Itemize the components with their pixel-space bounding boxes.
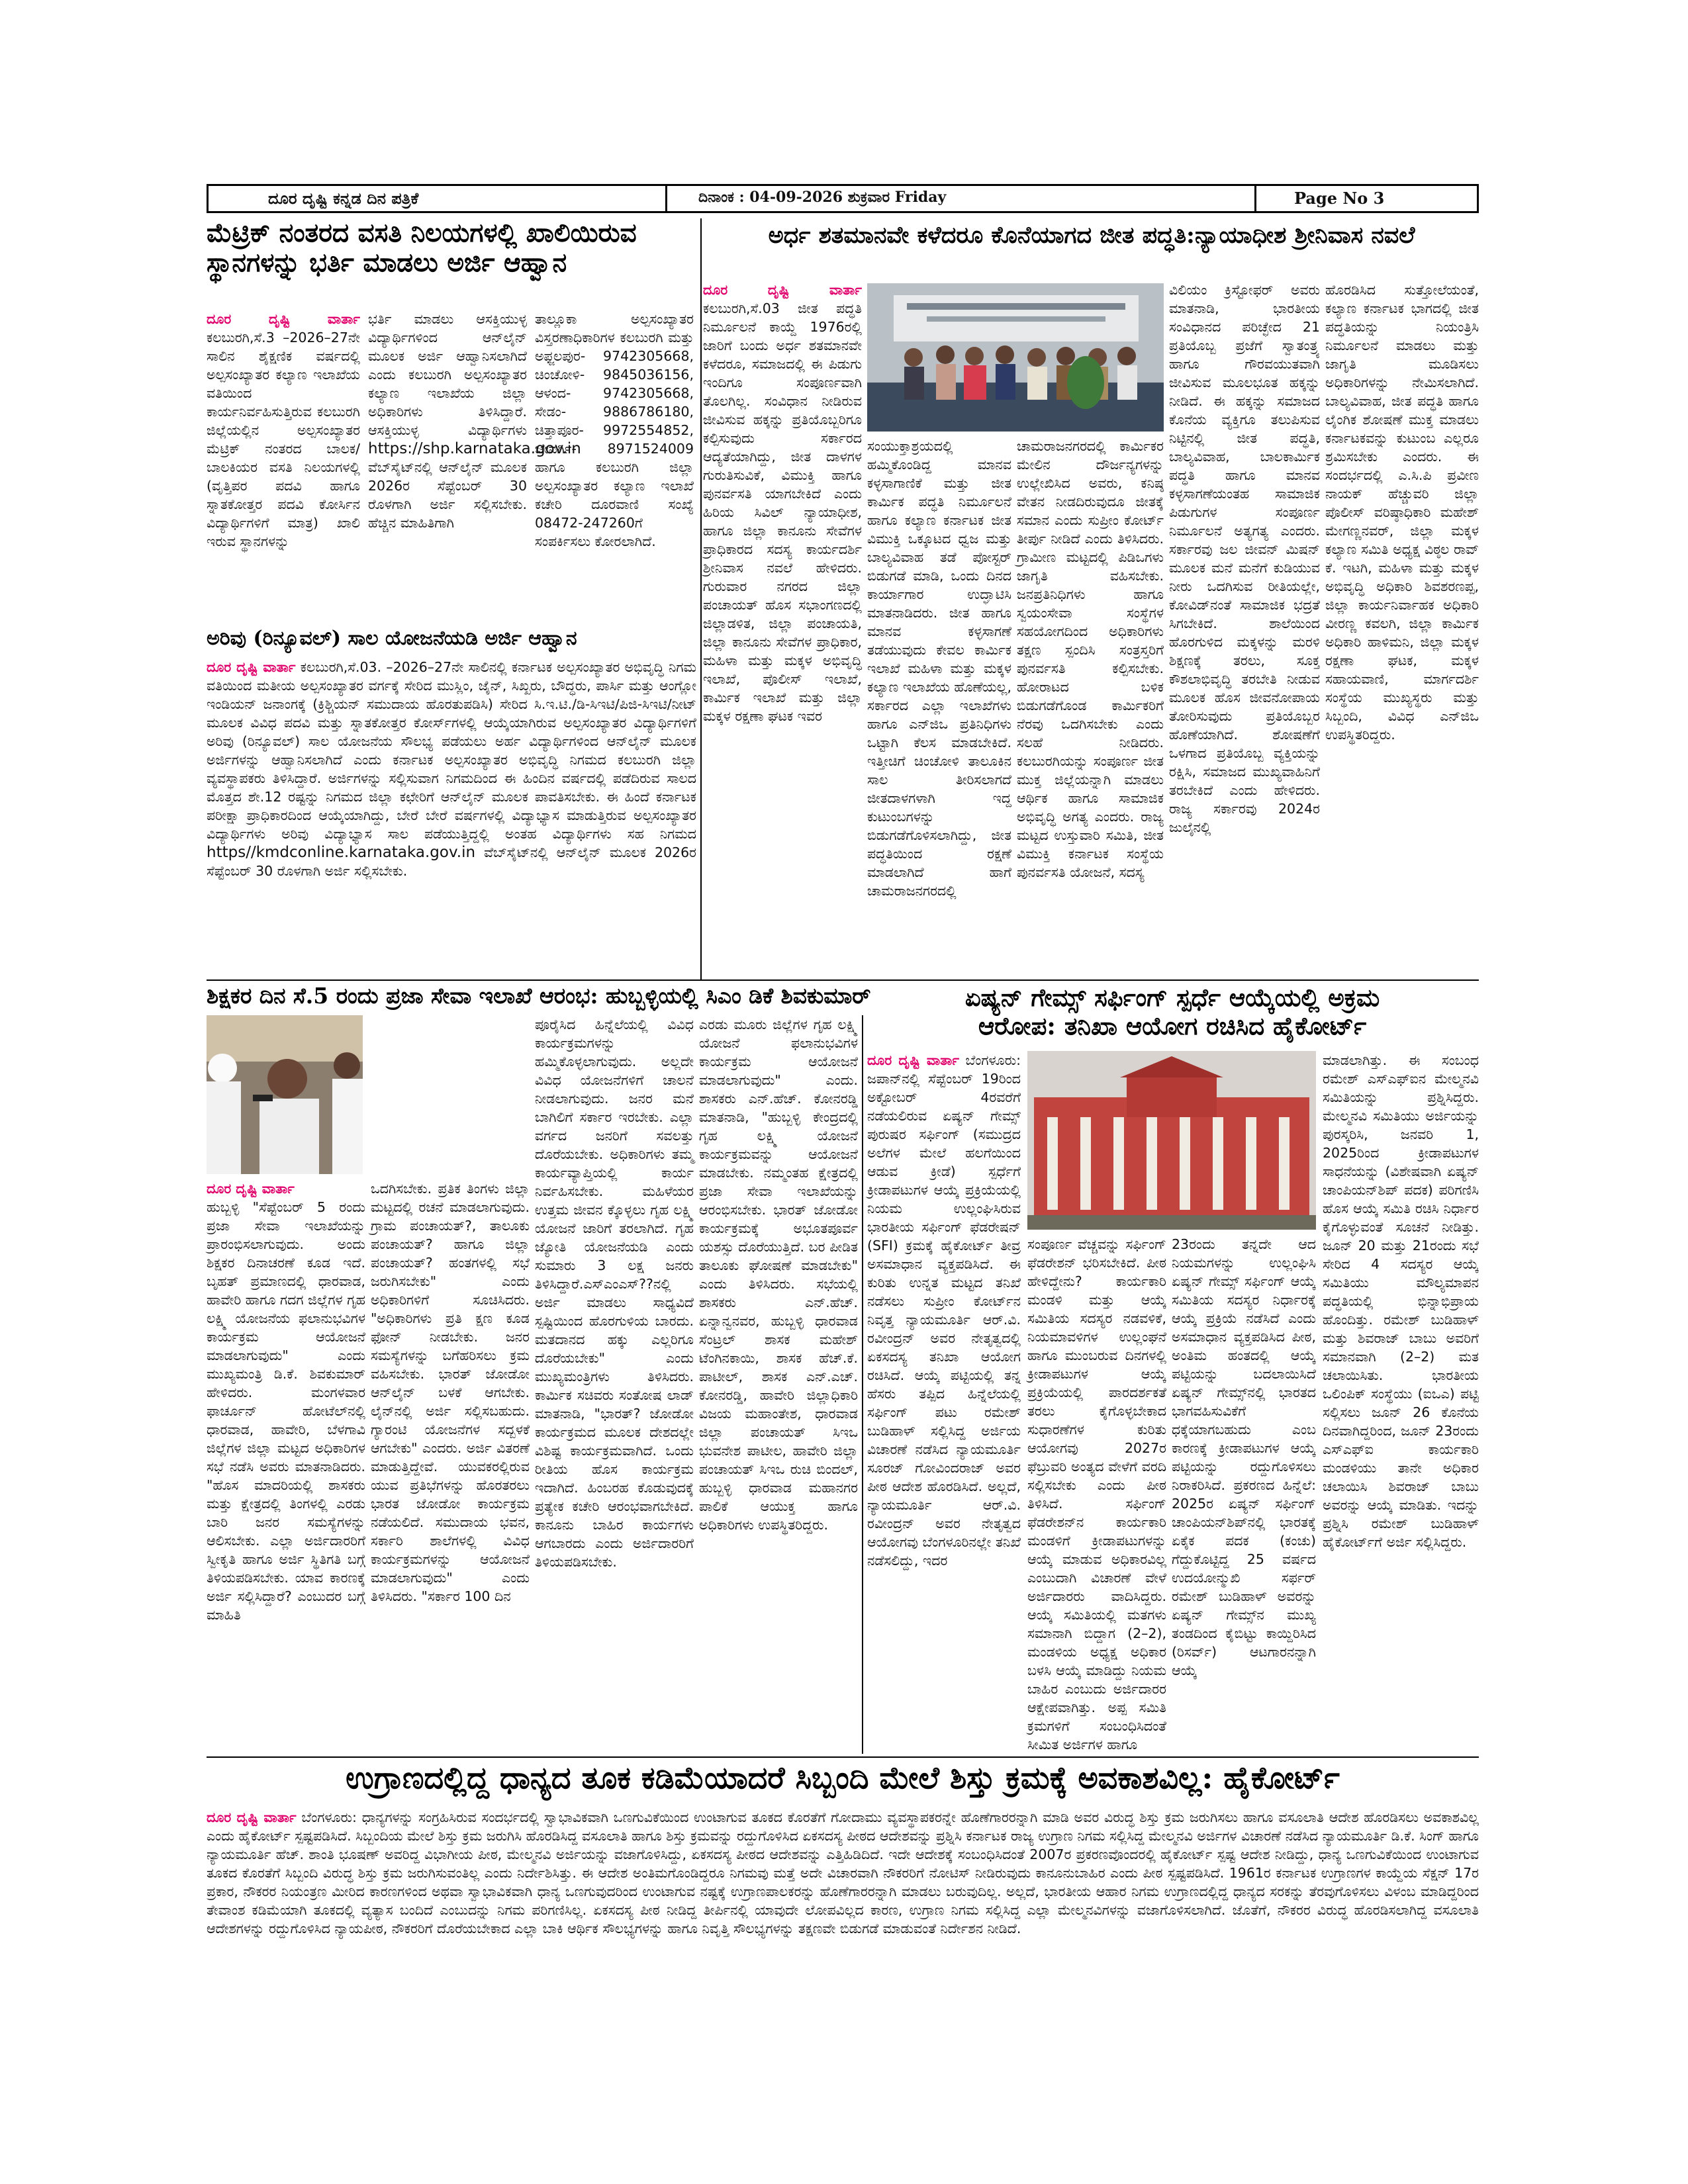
byline: ದೂರ ದೃಷ್ಟಿ ವಾರ್ತಾ <box>867 1052 959 1068</box>
story3-text: ಹೊರಡಿಸಿದ ಸುತ್ತೋಲೆಯಂತೆ, ಕಲ್ಯಾಣ ಕರ್ನಾಟಕ ಭಾಗದಲ್ಲಿ ಜೀತ ಪದ್ಧತಿಯನ್ನು ನಿಯಂತ್ರಿಸಿ ನಿರ್ಮೂಲನೆ ಮಾಡಲು ಮತ್ತು ಜಾಗೃತಿ ಮೂಡಿಸಲು ಅಧಿಕಾರಿಗಳನ್ನು ನೇಮಿಸಲಾಗಿದೆ. ಬಾಲ್ಯವಿವಾಹ, ಜೀತ ಪದ್ಧತಿ ಹಾಗೂ ಲೈಂಗಿಕ ಶೋಷಣೆ ಮುಕ್ತ ಮಾಡಲು ಕರ್ನಾಟಕವನ್ನು ಕುಟುಂಬ ಎಲ್ಲರೂ ಶ್ರಮಿಸಬೇಕು ಎಂದರು. ಈ ಸಂದರ್ಭದಲ್ಲಿ ಎ.ಸಿ.ಪಿ ಪ್ರವೀಣ ನಾಯಕ್ ಹೆಚ್ಚುವರಿ ಜಿಲ್ಲಾ ಪೊಲೀಸ್ ವರಿಷ್ಠಾಧಿಕಾರಿ ಮಹೇಶ್ ಮೇಗಣ್ಣನವರ್, ಜಿಲ್ಲಾ ಮಕ್ಕಳ ಕಲ್ಯಾಣ ಸಮಿತಿ ಅಧ್ಯಕ್ಷ ವಿಠ್ಠಲ ರಾವ್ ಕೆ. ಇಟಗಿ, ಮಹಿಳಾ ಮತ್ತು ಮಕ್ಕಳ ಅಭಿವೃದ್ಧಿ ಅಧಿಕಾರಿ ಶಿವಶರಣಪ್ಪ, ಜಿಲ್ಲಾ ಕಾರ್ಯನಿರ್ವಾಹಕ ಅಧಿಕಾರಿ ವೀರಣ್ಣ ಕವಲಗಿ, ಜಿಲ್ಲಾ ಕಾರ್ಮಿಕ ಅಧಿಕಾರಿ ಹಾಳಿಮನಿ, ಜಿಲ್ಲಾ ಮಕ್ಕಳ ರಕ್ಷಣಾ ಘಟಕ, ಮಕ್ಕಳ ಸಹಾಯವಾಣಿ, ಮಾರ್ಗದರ್ಶಿ ಸಂಸ್ಥೆಯ ಮುಖ್ಯಸ್ಥರು ಮತ್ತು ಸಿಬ್ಬಂದಿ, ವಿವಿಧ ಎನ್‌ಜಿಒ ಉಪಸ್ಥಿತರಿದ್ದರು. <box>1325 282 1479 743</box>
story5-text: ಸಂಪೂರ್ಣ ವೆಚ್ಚವನ್ನು ಸರ್ಫಿಂಗ್ ಫೆಡರೇಶನ್ ಭರಿಸಬೇಕಿದೆ. ಪೀಠ ಹೇಳಿದ್ದೇನು? ಕಾರ್ಯಕಾರಿ ಮಂಡಳಿ ಮತ್ತು ಆಯ್ಕೆ ಸಮಿತಿಯ ಸದಸ್ಯರ ನಡವಳಿಕೆ, ನಿಯಮಾವಳಿಗಳ ಉಲ್ಲಂಘನೆ ಹಾಗೂ ಮುಂಬರುವ ದಿನಗಳಲ್ಲಿ ಕ್ರೀಡಾಪಟುಗಳ ಆಯ್ಕೆ ಪ್ರಕ್ರಿಯೆಯಲ್ಲಿ ಪಾರದರ್ಶಕತೆ ತರಲು ಕೈಗೊಳ್ಳಬೇಕಾದ ಸುಧಾರಣೆಗಳ ಕುರಿತು ಆಯೋಗವು 2027ರ ಫೆಬ್ರುವರಿ ಅಂತ್ಯದ ವೇಳೆಗೆ ವರದಿ ಸಲ್ಲಿಸಬೇಕು ಎಂದು ಪೀಠ ತಿಳಿಸಿದೆ. ಸರ್ಫಿಂಗ್ ಫೆಡರೇಶನ್‌ನ ಕಾರ್ಯಕಾರಿ ಮಂಡಳಿಗೆ ಕ್ರೀಡಾಪಟುಗಳನ್ನು ಆಯ್ಕೆ ಮಾಡುವ ಅಧಿಕಾರವಿಲ್ಲ ಎಂಬುದಾಗಿ ವಿಚಾರಣೆ ವೇಳೆ ಅರ್ಜಿದಾರರು ವಾದಿಸಿದ್ದರು. ಆಯ್ಕೆ ಸಮಿತಿಯಲ್ಲಿ ಮತಗಳು ಸಮಾನಾಗಿ ಬಿದ್ದಾಗ (2–2), ಮಂಡಳಿಯ ಅಧ್ಯಕ್ಷ ಅಧಿಕಾರ ಬಳಸಿ ಆಯ್ಕೆ ಮಾಡಿದ್ದು ನಿಯಮ ಬಾಹಿರ ಎಂಬುದು ಅರ್ಜಿದಾರರ ಆಕ್ಷೇಪವಾಗಿತ್ತು. ಅಪ್ಪ ಸಮಿತಿ ಕ್ರಮಗಳಿಗೆ ಸಂಬಂಧಿಸಿದಂತೆ ಸೀಮಿತ ಅರ್ಜಿಗಳ ಹಾಗೂ <box>1027 1236 1166 1752</box>
story4-text: ಪೂರೈಸಿದ ಹಿನ್ನೆಲೆಯಲ್ಲಿ ವಿವಿಧ ಕಾರ್ಯಕ್ರಮಗಳನ್ನು ಹಮ್ಮಿಕೊಳ್ಳಲಾಗುವುದು. ಅಲ್ಲದೇ ವಿವಿಧ ಯೋಜನೆಗಳಿಗೆ ಚಾಲನೆ ನೀಡಲಾಗುವುದು. ಜನರ ಮನೆ ಬಾಗಿಲಿಗೆ ಸರ್ಕಾರ ಇರಬೇಕು. ಎಲ್ಲಾ ವರ್ಗದ ಜನರಿಗೆ ಸವಲತ್ತು ದೊರೆಯಬೇಕು. ಅಧಿಕಾರಿಗಳು ತಮ್ಮ ಕಾರ್ಯವ್ಯಾಪ್ತಿಯಲ್ಲಿ ಕಾರ್ಯ ನಿರ್ವಹಿಸಬೇಕು. ಮಹಿಳೆಯರ ಉತ್ತಮ ಜೀವನ ಕ್ಕೊಳ್ಳಲು ಗೃಹ ಲಕ್ಷ್ಮಿ ಯೋಜನೆ ಜಾರಿಗೆ ತರಲಾಗಿದೆ. ಗೃಹ ಜ್ಯೋತಿ ಯೋಜನೆಯಡಿ ಎಂದು ಸುಮಾರು 3 ಲಕ್ಷ ಜನರು ತಿಳಿಸಿದ್ದಾರೆ.ಎಸ್ಎಂಎಸ್??ನಲ್ಲಿ ಅರ್ಜಿ ಮಾಡಲು ಸಾಧ್ಯವಿದೆ ಸ್ಪಷ್ಟಿಯಿಂದ ಹೊರಗುಳಿಯ ಬಾರದು. ಮತದಾನದ ಹಕ್ಕು ಎಲ್ಲರಿಗೂ ದೊರೆಯಬೇಕು" ಎಂದು ಮುಖ್ಯಮಂತ್ರಿಗಳು ತಿಳಿಸಿದರು. ಕಾರ್ಮಿಕ ಸಚಿವರು ಸಂತೋಷ ಲಾಡ್ ಮಾತನಾಡಿ, "ಭಾರತ್? ಜೋಡೋ ಕಾರ್ಯಕ್ರಮದ ಮೂಲಕ ದೇಶದಲ್ಲೇ ವಿಶಿಷ್ಟ ಕಾರ್ಯಕ್ರಮವಾಗಿದೆ. ಒಂದು ರೀತಿಯ ಹೊಸ ಕಾರ್ಯಕ್ರಮ ಇದಾಗಿದೆ. ಹಿಂಬರಹ ಕೊಡುವುದಕ್ಕೆ ಪ್ರತ್ಯೇಕ ಕಚೇರಿ ಆರಂಭವಾಗಬೇಕಿದೆ. ಕಾನೂನು ಬಾಹಿರ ಕಾರ್ಯಗಳು ಆಗಬಾರದು ಎಂದು ಅರ್ಜಿದಾರರಿಗೆ ತಿಳಿಯಪಡಿಸಬೇಕು. <box>535 1017 694 1570</box>
story3-column-3 <box>1017 437 1164 976</box>
story3-text: ಚಾಮರಾಜನಗರದಲ್ಲಿ ಕಾರ್ಮಿಕರ ಮೇಲಿನ ದೌರ್ಜನ್ಯಗಳನ್ನು ಉಲ್ಲೇಖಿಸಿದ ಅವರು, ಕನಿಷ್ಠ ವೇತನ ನೀಡದಿರುವುದೂ ಜೀತಕ್ಕೆ ಸಮಾನ ಎಂದು ಸುಪ್ರೀಂ ಕೋರ್ಟ್ ತೀರ್ಪು ನೀಡಿದೆ ಎಂದು ತಿಳಿಸಿದರು. ಗ್ರಾಮೀಣ ಮಟ್ಟದಲ್ಲಿ ಪಿಡಿಒಗಳು ಜಾಗೃತಿ ವಹಿಸಬೇಕು. ಜನಪ್ರತಿನಿಧಿಗಳು ಹಾಗೂ ಸ್ವಯಂಸೇವಾ ಸಂಸ್ಥೆಗಳ ಸಹಯೋಗದಿಂದ ಅಧಿಕಾರಿಗಳು ತಕ್ಷಣ ಸ್ಪಂದಿಸಿ ಸಂತ್ರಸ್ತರಿಗೆ ಪುನರ್ವಸತಿ ಕಲ್ಪಿಸಬೇಕು. ಹೋರಾಟದ ಬಳಿಕ ಬಿಡುಗಡೆಗೊಂಡ ಕಾರ್ಮಿಕರಿಗೆ ನೆರವು ಒದಗಿಸಬೇಕು ಎಂದು ಸಲಹೆ ನೀಡಿದರು. ಕಲಬುರಗಿಯನ್ನು ಸಂಪೂರ್ಣ ಜೀತ ಮುಕ್ತ ಜಿಲ್ಲೆಯನ್ನಾಗಿ ಮಾಡಲು ಆರ್ಥಿಕ ಹಾಗೂ ಸಾಮಾಜಿಕ ಅಭಿವೃದ್ಧಿ ಅಗತ್ಯ ಎಂದರು. ರಾಜ್ಯ ಮಟ್ಟದ ಉಸ್ತುವಾರಿ ಸಮಿತಿ, ಜೀತ ವಿಮುಕ್ತಿ ಕರ್ನಾಟಕ ಸಂಸ್ಥೆಯ ಪುನರ್ವಸತಿ ಯೋಜನೆ, ಸದಸ್ಯ <box>1017 438 1164 880</box>
story2-headline: ಅರಿವು (ರಿನ್ಯೂವಲ್) ಸಾಲ ಯೋಜನೆಯಡಿ ಅರ್ಜಿ ಆಹ್ವಾನ <box>207 627 577 650</box>
story1-website-link[interactable]: https://shp.karnataka.gov.in <box>368 440 581 457</box>
high-court-photo <box>1027 1051 1316 1230</box>
story1-column-1 <box>207 310 360 626</box>
story2-text: ವೆಬ್‌ಸೈಟ್‌ನಲ್ಲಿ ಆನ್‌ಲೈನ್ ಮೂಲಕ 2026ರ ಸೆಪ್ಟೆಂಬರ್ 30 ರೊಳಗಾಗಿ ಅರ್ಜಿ ಸಲ್ಲಿಸಬೇಕು. <box>207 844 696 879</box>
story4-text: ಹುಬ್ಬಳ್ಳಿ "ಸೆಪ್ಟೆಂಬರ್ 5 ರಂದು ಪ್ರಜಾ ಸೇವಾ ಇಲಾಖೆಯನ್ನು ಪ್ರಾರಂಭಿಸಲಾಗುವುದು. ಅಂದು ಶಿಕ್ಷಕರ ದಿನಾಚರಣೆ ಕೂಡ ಇದೆ. ಬೃಹತ್ ಪ್ರಮಾಣದಲ್ಲಿ ಧಾರವಾಡ, ಹಾವೇರಿ ಹಾಗೂ ಗದಗ ಜಿಲ್ಲೆಗಳ ಗೃಹ ಲಕ್ಷ್ಮಿ ಯೋಜನೆಯ ಫಲಾನುಭವಿಗಳ ಕಾರ್ಯಕ್ರಮ ಆಯೋಜನೆ ಮಾಡಲಾಗುವುದು" ಎಂದು ಮುಖ್ಯಮಂತ್ರಿ ಡಿ.ಕೆ. ಶಿವಕುಮಾರ್ ಹೇಳಿದರು. ಮಂಗಳವಾರ ಫಾರ್ಚೂನ್ ಹೋಟೆಲ್‌ನಲ್ಲಿ ಧಾರವಾಡ, ಹಾವೇರಿ, ಬೆಳಗಾವಿ ಜಿಲ್ಲೆಗಳ ಜಿಲ್ಲಾ ಮಟ್ಟದ ಅಧಿಕಾರಿಗಳ ಸಭೆ ನಡೆಸಿ ಅವರು ಮಾತನಾಡಿದರು. "ಹೊಸ ಮಾದರಿಯಲ್ಲಿ ಶಾಸಕರು ಮತ್ತು ಕ್ಷೇತ್ರದಲ್ಲಿ ತಿಂಗಳಲ್ಲಿ ಎರಡು ಬಾರಿ ಜನರ ಸಮಸ್ಯೆಗಳನ್ನು ಆಲಿಸಬೇಕು. ಎಲ್ಲಾ ಅರ್ಜಿದಾರರಿಗೆ ಸ್ವೀಕೃತಿ ಹಾಗೂ ಅರ್ಜಿ ಸ್ಥಿತಿಗತಿ ಬಗ್ಗೆ ತಿಳಿಯಪಡಿಸಬೇಕು. ಯಾವ ಕಾರಣಕ್ಕೆ ಅರ್ಜಿ ಸಲ್ಲಿಸಿದ್ದಾರೆ? ಎಂಬುದರ ಬಗ್ಗೆ ಮಾಹಿತಿ <box>207 1199 365 1623</box>
story4-column-4 <box>699 1015 858 1754</box>
story3-text: ಸಂಯುಕ್ತಾಶ್ರಯದಲ್ಲಿ ಹಮ್ಮಿಕೊಂಡಿದ್ದ ಮಾನವ ಕಳ್ಳಸಾಗಾಣಿಕೆ ಮತ್ತು ಜೀತ ಕಾರ್ಮಿಕ ಪದ್ಧತಿ ನಿರ್ಮೂಲನೆ ಹಾಗೂ ಕಲ್ಯಾಣ ಕರ್ನಾಟಕ ಜೀತ ವಿಮುಕ್ತಿ ಒಕ್ಕೂಟದ ಧ್ವಜ ಮತ್ತು ಬಾಲ್ಯವಿವಾಹ ತಡೆ ಪೋಸ್ಟರ್ ಬಿಡುಗಡೆ ಮಾಡಿ, ಒಂದು ದಿನದ ಕಾರ್ಯಾಗಾರ ಉದ್ಘಾಟಿಸಿ ಮಾತನಾಡಿದರು. ಜೀತ ಹಾಗೂ ಮಾನವ ಕಳ್ಳಸಾಗಣೆ ತಡೆಯುವುದು ಕೇವಲ ಕಾರ್ಮಿಕ ಇಲಾಖೆ ಮಹಿಳಾ ಮತ್ತು ಮಕ್ಕಳ ಕಲ್ಯಾಣ ಇಲಾಖೆಯ ಹೊಣೆಯಲ್ಲ, ಸರ್ಕಾರದ ಎಲ್ಲಾ ಇಲಾಖೆಗಳು ಹಾಗೂ ಎನ್‌ಜಿಒ ಪ್ರತಿನಿಧಿಗಳು ಒಟ್ಟಾಗಿ ಕೆಲಸ ಮಾಡಬೇಕಿದೆ. ಇತ್ತೀಚಿಗೆ ಚಿಂಚೋಳಿ ತಾಲೂಕಿನ ಸಾಲ ತೀರಿಸಲಾಗದೆ ಜೀತದಾಳಗಳಾಗಿ ಇದ್ದ ಕುಟುಂಬಗಳನ್ನು ಬಿಡುಗಡೆಗೊಳಿಸಲಾಗಿದ್ದು, ಜೀತ ಪದ್ಧತಿಯಿಂದ ರಕ್ಷಣೆ ಮಾಡಲಾಗಿದೆ ಹಾಗೆ ಚಾಮರಾಜನಗರದಲ್ಲಿ <box>867 438 1011 899</box>
paper-name: ದೂರ ದೃಷ್ಟಿ ಕನ್ನಡ ದಿನ ಪತ್ರಿಕೆ <box>268 189 419 208</box>
story3-column-5 <box>1325 281 1479 976</box>
story3-column-1 <box>703 281 862 976</box>
story3-text: ವಿಲಿಯಂ ಕ್ರಿಸ್ಟೋಫರ್ ಅವರು ಮಾತನಾಡಿ, ಭಾರತೀಯ ಸಂವಿಧಾನದ ಪರಿಚ್ಛೇದ 21 ಪ್ರತಿಯೊಬ್ಬ ಪ್ರಜೆಗೆ ಸ್ವಾತಂತ್ರ್ಯ ಹಾಗೂ ಗೌರವಯುತವಾಗಿ ಜೀವಿಸುವ ಮೂಲಭೂತ ಹಕ್ಕನ್ನು ನೀಡಿದೆ. ಈ ಹಕ್ಕನ್ನು ಸಮಾಜದ ಕೊನೆಯ ವ್ಯಕ್ತಿಗೂ ತಲುಪಿಸುವ ನಿಟ್ಟಿನಲ್ಲಿ ಜೀತ ಪದ್ಧತಿ, ಬಾಲ್ಯವಿವಾಹ, ಬಾಲಕಾರ್ಮಿಕ ಪದ್ಧತಿ ಹಾಗೂ ಮಾನವ ಕಳ್ಳಸಾಗಣೆಯಂತಹ ಸಾಮಾಜಿಕ ಪಿಡುಗುಗಳ ಸಂಪೂರ್ಣ ನಿರ್ಮೂಲನೆ ಅತ್ಯಗತ್ಯ ಎಂದರು. ಸರ್ಕಾರವು ಜಲ ಜೀವನ್ ಮಿಷನ್ ಮೂಲಕ ಮನೆ ಮನೆಗೆ ಕುಡಿಯುವ ನೀರು ಒದಗಿಸುವ ರೀತಿಯಲ್ಲೇ, ಕೋವಿಡ್‌ನಂತೆ ಸಾಮಾಜಿಕ ಭದ್ರತೆ ಸಿಗಬೇಕಿದೆ. ಶಾಲೆಯಿಂದ ಹೊರಗುಳಿದ ಮಕ್ಕಳನ್ನು ಮರಳಿ ಶಿಕ್ಷಣಕ್ಕೆ ತರಲು, ಸೂಕ್ತ ಕೌಶಲಾಭಿವೃದ್ಧಿ ತರಬೇತಿ ನೀಡುವ ಮೂಲಕ ಹೊಸ ಜೀವನೋಪಾಯ ತೋರಿಸುವುದು ಪ್ರತಿಯೊಬ್ಬರ ಹೊಣೆಯಾಗಿದೆ. ಶೋಷಣೆಗೆ ಒಳಗಾದ ಪ್ರತಿಯೊಬ್ಬ ವ್ಯಕ್ತಿಯನ್ನು ರಕ್ಷಿಸಿ, ಸಮಾಜದ ಮುಖ್ಯವಾಹಿನಿಗೆ ತರಬೇಕಿದೆ ಎಂದು ಹೇಳಿದರು. ರಾಜ್ಯ ಸರ್ಕಾರವು 2024ರ ಜುಲೈನಲ್ಲಿ <box>1169 282 1320 835</box>
story1-headline-line1: ಮೆಟ್ರಿಕ್ ನಂತರದ ವಸತಿ ನಿಲಯಗಳಲ್ಲಿ ಖಾಲಿಯಿರುವ <box>207 218 637 248</box>
story6-text: ಬೆಂಗಳೂರು: ಧಾನ್ಯಗಳನ್ನು ಸಂಗ್ರಹಿಸಿರುವ ಸಂದರ್ಭದಲ್ಲಿ ಸ್ವಾಭಾವಿಕವಾಗಿ ಒಣಗುವಿಕೆಯಿಂದ ಉಂಟಾಗುವ ತೂಕದ ಕೊರತೆಗೆ ಗೋದಾಮು ವ್ಯವಸ್ಥಾಪಕರನ್ನೇ ಹೊಣೆಗಾರರನ್ನಾಗಿ ಮಾಡಿ ಅವರ ವಿರುದ್ಧ ಶಿಸ್ತು ಕ್ರಮ ಜರುಗಿಸಲು ಹಾಗೂ ವಸೂಲಾತಿ ಆದೇಶ ಹೊರಡಿಸಲು ಅವಕಾಶವಿಲ್ಲ ಎಂದು ಹೈಕೋರ್ಟ್ ಸ್ಪಷ್ಟಪಡಿಸಿದೆ. ಸಿಬ್ಬಂದಿಯ ಮೇಲೆ ಶಿಸ್ತು ಕ್ರಮ ಜರುಗಿಸಿ ಹೊರಡಿಸಿದ್ದ ವಸೂಲಾತಿ ಹಾಗೂ ಶಿಸ್ತು ಕ್ರಮವನ್ನು ರದ್ದುಗೊಳಿಸಿದ ಏಕಸದಸ್ಯ ಪೀಠದ ಆದೇಶವನ್ನು ಪ್ರಶ್ನಿಸಿ ಕರ್ನಾಟಕ ರಾಜ್ಯ ಉಗ್ರಾಣ ನಿಗಮ ಸಲ್ಲಿಸಿದ್ದ ಮೇಲ್ಮನವಿ ಅರ್ಜಿಗಳ ವಿಚಾರಣೆ ನಡೆಸಿದ ನ್ಯಾಯಮೂರ್ತಿ ಡಿ.ಕೆ. ಸಿಂಗ್ ಹಾಗೂ ನ್ಯಾಯಮೂರ್ತಿ ಹೆಚ್. ಶಾಂತಿ ಭೂಷಣ್ ಅವರಿದ್ದ ವಿಭಾಗೀಯ ಪೀಠ, ಮೇಲ್ಮನವಿ ಅರ್ಜಿಯನ್ನು ವಜಾಗೊಳಿಸಿದ್ದು, ಏಕಸದಸ್ಯ ಪೀಠದ ಆದೇಶವನ್ನು ಎತ್ತಿಹಿಡಿದಿದೆ. ಇದೇ ಆದೇಶಕ್ಕೆ ಸಂಬಂಧಿಸಿದಂತೆ 2007ರ ಪ್ರಕರಣವೊಂದರಲ್ಲಿ ಹೈಕೋರ್ಟ್ ಸ್ಪಷ್ಟ ಆದೇಶ ನೀಡಿದ್ದು, ಧಾನ್ಯ ಒಣಗುವಿಕೆಯಿಂದ ಉಂಟಾಗುವ ತೂಕದ ಕೊರತೆಗೆ ಸಿಬ್ಬಂದಿ ವಿರುದ್ಧ ಶಿಸ್ತು ಕ್ರಮ ಜರುಗಿಸುವಂತಿಲ್ಲ ಎಂದು ನಿರ್ದೇಶಿಸಿತ್ತು. ಈ ಆದೇಶ ಅಂತಿಮಗೊಂಡಿದ್ದರೂ ನಿಗಮವು ಮತ್ತೆ ಅದೇ ವಿಚಾರವಾಗಿ ನೌಕರರಿಗೆ ನೋಟಿಸ್ ನೀಡಿರುವುದು ಕಾನೂನುಬಾಹಿರ ಎಂದು ಪೀಠ ಸ್ಪಷ್ಟಪಡಿಸಿದೆ. 1961ರ ಕರ್ನಾಟಕ ಉಗ್ರಾಣಗಳ ಕಾಯ್ದೆಯ ಸೆಕ್ಷನ್ 17ರ ಪ್ರಕಾರ, ನೌಕರರ ನಿಯಂತ್ರಣ ಮೀರಿದ ಕಾರಣಗಳಿಂದ ಅಥವಾ ಸ್ವಾಭಾವಿಕವಾಗಿ ಧಾನ್ಯ ಒಣಗುವುದರಿಂದ ಉಂಟಾಗುವ ನಷ್ಟಕ್ಕೆ ಉಗ್ರಾಣಪಾಲಕರನ್ನು ಹೊಣೆಗಾರರನ್ನಾಗಿ ಮಾಡಲು ಬರುವುದಿಲ್ಲ. ಅಲ್ಲದೆ, ಭಾರತೀಯ ಆಹಾರ ನಿಗಮ ಉಗ್ರಾಣದಲ್ಲಿದ್ದ ಧಾನ್ಯದ ಸರಕನ್ನು ತೆರವುಗೊಳಿಸಲು ವಿಳಂಬ ಮಾಡಿದ್ದರಿಂದ ತೇವಾಂಶ ಕಡಿಮೆಯಾಗಿ ತೂಕದಲ್ಲಿ ವ್ಯತ್ಯಾಸ ಬಂದಿದೆ ಎಂಬುದನ್ನು ನಿಗಮ ಪರಿಗಣಿಸಿಲ್ಲ. ಏಕಸದಸ್ಯ ಪೀಠ ನೀಡಿದ್ದ ತೀರ್ಪಿನಲ್ಲಿ ಯಾವುದೇ ಲೋಪವಿಲ್ಲದ ಕಾರಣ, ಉಗ್ರಾಣ ನಿಗಮ ಸಲ್ಲಿಸಿದ್ದ ಎಲ್ಲಾ ಮೇಲ್ಮನವಿಗಳನ್ನು ವಜಾಗೊಳಿಸಲಾಗಿದೆ. ಜೊತೆಗೆ, ನೌಕರರ ವಿರುದ್ಧ ಹೊರಡಿಸಲಾಗಿದ್ದ ವಸೂಲಾತಿ ಆದೇಶಗಳನ್ನು ರದ್ದುಗೊಳಿಸಿದ ನ್ಯಾಯಪೀಠ, ನೌಕರರಿಗೆ ದೊರೆಯಬೇಕಾದ ಎಲ್ಲಾ ಬಾಕಿ ಆರ್ಥಿಕ ಸೌಲಭ್ಯಗಳನ್ನು ಹಾಗೂ ನಿವೃತ್ತಿ ಸೌಲಭ್ಯಗಳನ್ನು ತಕ್ಷಣವೇ ಬಿಡುಗಡೆ ಮಾಡುವಂತೆ ನಿರ್ದೇಶನ ನೀಡಿದೆ. <box>207 1809 1479 1936</box>
story1-column-3 <box>535 310 694 626</box>
story5-column-3 <box>1172 1235 1316 1754</box>
story1-text: ತಾಲ್ಲೂಕಾ ಅಲ್ಪಸಂಖ್ಯಾತರ ವಿಸ್ತರಣಾಧಿಕಾರಿಗಳ ಕಲಬುರಗಿ ಮತ್ತು ಅಫ್ಜಲಪುರ- 9742305668, ಚಿಂಚೋಳಿ- 9845036156, ಆಳಂದ- 9742305668, ಸೇಡಂ- 9886786180, ಚಿತ್ತಾಪೂರ- 9972554852, ಜೇವರ್ಗಿ- 8971524009 ಹಾಗೂ ಕಲಬುರಗಿ ಜಿಲ್ಲಾ ಅಲ್ಪಸಂಖ್ಯಾತರ ಕಲ್ಯಾಣ ಇಲಾಖೆ ಕಚೇರಿ ದೂರವಾಣಿ ಸಂಖ್ಯೆ 08472-247260ಗೆ ಸಂಪರ್ಕಿಸಲು ಕೋರಲಾಗಿದೆ. <box>535 311 694 549</box>
story5-column-1 <box>867 1051 1021 1754</box>
story5-text: ಮಾಡಲಾಗಿತ್ತು. ಈ ಸಂಬಂಧ ರಮೇಶ್ ಎಸ್‌ಎಫ್‌ಐನ ಮೇಲ್ಮನವಿ ಸಮಿತಿಯನ್ನು ಪ್ರಶ್ನಿಸಿದ್ದರು. ಮೇಲ್ಮನವಿ ಸಮಿತಿಯು ಅರ್ಜಿಯನ್ನು ಪುರಸ್ಕರಿಸಿ, ಜನವರಿ 1, 2025ರಿಂದ ಕ್ರೀಡಾಪಟುಗಳ ಸಾಧನೆಯನ್ನು (ವಿಶೇಷವಾಗಿ ಏಷ್ಯನ್ ಚಾಂಪಿಯನ್‌ಶಿಪ್ ಪದಕ) ಪರಿಗಣಿಸಿ ಹೊಸ ಆಯ್ಕೆ ಸಮಿತಿ ರಚಿಸಿ ನಿರ್ಧಾರ ಕೈಗೊಳ್ಳುವಂತೆ ಸೂಚನೆ ನೀಡಿತ್ತು. ಜೂನ್ 20 ಮತ್ತು 21ರಂದು ಸಭೆ ಸೇರಿದ 4 ಸದಸ್ಯರ ಆಯ್ಕೆ ಸಮಿತಿಯು ಮೌಲ್ಯಮಾಪನ ಪದ್ಧತಿಯಲ್ಲಿ ಭಿನ್ನಾಭಿಪ್ರಾಯ ಹೊಂದಿತ್ತು. ರಮೇಶ್ ಬುಡಿಹಾಳ್ ಮತ್ತು ಶಿವರಾಜ್ ಬಾಬು ಅವರಿಗೆ ಸಮಾನವಾಗಿ (2–2) ಮತ ಚಲಾಯಿಸಿತು. ಭಾರತೀಯ ಒಲಿಂಪಿಕ್ ಸಂಸ್ಥೆಯು (ಐಒಎ) ಪಟ್ಟಿ ಸಲ್ಲಿಸಲು ಜೂನ್ 26 ಕೊನೆಯ ದಿನವಾಗಿದ್ದರಿಂದ, ಜೂನ್ 23ರಂದು ಎಸ್‌ಎಫ್‌ಐ ಕಾರ್ಯಕಾರಿ ಮಂಡಳಿಯು ತಾನೇ ಅಧಿಕಾರ ಚಲಾಯಿಸಿ ಶಿವರಾಜ್ ಬಾಬು ಅವರನ್ನು ಆಯ್ಕೆ ಮಾಡಿತು. ಇದನ್ನು ಪ್ರಶ್ನಿಸಿ ರಮೇಶ್ ಬುಡಿಹಾಳ್ ಹೈಕೋರ್ಟ್‌ಗೆ ಅರ್ಜಿ ಸಲ್ಲಿಸಿದ್ದರು. <box>1323 1052 1479 1550</box>
story4-column-1 <box>207 1179 365 1754</box>
story2-body <box>207 658 696 976</box>
story1-headline-line2: ಸ್ಥಾನಗಳನ್ನು ಭರ್ತಿ ಮಾಡಲು ಅರ್ಜಿ ಆಹ್ವಾನ <box>207 247 567 278</box>
section-rule <box>207 1756 1479 1758</box>
story3-column-4 <box>1169 281 1320 976</box>
cm-meeting-photo <box>207 1015 363 1174</box>
story5-column-4 <box>1323 1051 1479 1754</box>
byline: ದೂರ ದೃಷ್ಟಿ ವಾರ್ತಾ <box>207 311 360 327</box>
byline: ದೂರ ದೃಷ್ಟಿ ವಾರ್ತಾ <box>703 282 862 298</box>
story4-text: ಒದಗಿಸಬೇಕು. ಪ್ರತಿಕ ತಿಂಗಳು ಜಿಲ್ಲಾ ಮಟ್ಟದಲ್ಲಿ ರಚನೆ ಮಾಡಲಾಗುವುದು. ಗ್ರಾಮ ಪಂಚಾಯತ್?, ತಾಲೂಕು ಪಂಚಾಯತ್? ಹಾಗೂ ಜಿಲ್ಲಾ ಪಂಚಾಯತ್? ಹಂತಗಳಲ್ಲಿ ಸಭೆ ಜರುಗಿಸಬೇಕು" ಎಂದು ಅಧಿಕಾರಿಗಳಿಗೆ ಸೂಚಿಸಿದರು. "ಅಧಿಕಾರಿಗಳು ಪ್ರತಿ ಕ್ಷಣ ಕೂಡ ಫೋನ್ ನೀಡಬೇಕು. ಜನರ ಸಮಸ್ಯೆಗಳನ್ನು ಬಗೆಹರಿಸಲು ಕ್ರಮ ವಹಿಸಬೇಕು. ಭಾರತ್ ಜೋಡೋ ಆನ್‌ಲೈನ್ ಬಳಕೆ ಆಗಬೇಕು. ಲೈನ್‌ನಲ್ಲಿ ಅರ್ಜಿ ಸಲ್ಲಿಸಬಹುದು. ಗ್ಯಾರಂಟಿ ಯೋಜನೆಗಳ ಸದ್ಬಳಕೆ ಆಗಬೇಕು" ಎಂದರು. ಅರ್ಜಿ ವಿತರಣೆ ಮಾಡುತ್ತಿದ್ದೇವೆ. ಯುವಕರಲ್ಲಿರುವ ಯುವ ಪ್ರತಿಭೆಗಳನ್ನು ಹೊರತರಲು ಭಾರತ ಜೋಡೋ ಕಾರ್ಯಕ್ರಮ ನಡೆಯಲಿದೆ. ಸಮುದಾಯ ಭವನ, ಸರ್ಕಾರಿ ಶಾಲೆಗಳಲ್ಲಿ ವಿವಿಧ ಕಾರ್ಯಕ್ರಮಗಳನ್ನು ಆಯೋಜನೆ ಮಾಡಲಾಗುವುದು" ಎಂದು ತಿಳಿಸಿದರು. "ಸರ್ಕಾರ 100 ದಿನ <box>371 1181 530 1604</box>
workshop-photo-image <box>867 283 1164 432</box>
workshop-photo <box>867 283 1164 432</box>
story2-website-link[interactable]: https//kmdconline.karnataka.gov.in <box>207 844 476 861</box>
story3-headline: ಅರ್ಧ ಶತಮಾನವೇ ಕಳೆದರೂ ಕೊನೆಯಾಗದ ಜೀತ ಪದ್ಧತಿ:ನ್ಯಾಯಾಧೀಶ ಶ್ರೀನಿವಾಸ ನವಲೆ <box>768 222 1415 249</box>
story5-text: ಬೆಂಗಳೂರು: ಜಪಾನ್‌ನಲ್ಲಿ ಸೆಪ್ಟೆಂಬರ್ 19ರಿಂದ ಅಕ್ಟೋಬರ್ 4ರವರೆಗೆ ನಡೆಯಲಿರುವ ಏಷ್ಯನ್ ಗೇಮ್ಸ್ ಪುರುಷರ ಸರ್ಫಿಂಗ್ (ಸಮುದ್ರದ ಅಲೆಗಳ ಮೇಲೆ ಹಲಗೆಯಿಂದ ಆಡುವ ಕ್ರೀಡೆ) ಸ್ಪರ್ಧೆಗೆ ಕ್ರೀಡಾಪಟುಗಳ ಆಯ್ಕೆ ಪ್ರಕ್ರಿಯೆಯಲ್ಲಿ ನಿಯಮ ಉಲ್ಲಂಘಿಸಿರುವ ಭಾರತೀಯ ಸರ್ಫಿಂಗ್ ಫೆಡರೇಷನ್ (SFI) ಕ್ರಮಕ್ಕೆ ಹೈಕೋರ್ಟ್ ತೀವ್ರ ಅಸಮಾಧಾನ ವ್ಯಕ್ತಪಡಿಸಿದೆ. ಈ ಕುರಿತು ಉನ್ನತ ಮಟ್ಟದ ತನಿಖೆ ನಡೆಸಲು ಸುಪ್ರೀಂ ಕೋರ್ಟ್‌ನ ನಿವೃತ್ತ ನ್ಯಾಯಮೂರ್ತಿ ಆರ್.ವಿ. ರವೀಂದ್ರನ್ ಅವರ ನೇತೃತ್ವದಲ್ಲಿ ಏಕಸದಸ್ಯ ತನಿಖಾ ಆಯೋಗ ರಚಿಸಿದೆ. ಆಯ್ಕೆ ಪಟ್ಟಿಯಲ್ಲಿ ತನ್ನ ಹೆಸರು ತಪ್ಪಿದ ಹಿನ್ನೆಲೆಯಲ್ಲಿ ಸರ್ಫಿಂಗ್ ಪಟು ರಮೇಶ್ ಬುಡಿಹಾಳ್ ಸಲ್ಲಿಸಿದ್ದ ಅರ್ಜಿಯ ವಿಚಾರಣೆ ನಡೆಸಿದ ನ್ಯಾಯಮೂರ್ತಿ ಸೂರಜ್ ಗೋವಿಂದರಾಜ್ ಅವರ ಪೀಠ ಆದೇಶ ಹೊರಡಿಸಿದೆ. ಅಲ್ಲದೆ, ನ್ಯಾಯಮೂರ್ತಿ ಆರ್.ವಿ. ರವೀಂದ್ರನ್ ಅವರ ನೇತೃತ್ವದ ಆಯೋಗವು ಬೆಂಗಳೂರಿನಲ್ಲೇ ತನಿಖೆ ನಡೆಸಲಿದ್ದು, ಇದರ <box>867 1052 1021 1569</box>
story6-headline: ಉಗ್ರಾಣದಲ್ಲಿದ್ದ ಧಾನ್ಯದ ತೂಕ ಕಡಿಮೆಯಾದರೆ ಸಿಬ್ಬಂದಿ ಮೇಲೆ ಶಿಸ್ತು ಕ್ರಮಕ್ಕೆ ಅವಕಾಶವಿಲ್ಲ: ಹೈಕೋರ್ಟ್ <box>346 1760 1340 1796</box>
story5-text: 23ರಂದು ತನ್ನದೇ ಆದ ನಿಯಮಗಳನ್ನು ಉಲ್ಲಂಘಿಸಿ ಏಷ್ಯನ್ ಗೇಮ್ಸ್ ಸರ್ಫಿಂಗ್ ಆಯ್ಕೆ ಸಮಿತಿಯ ಸದಸ್ಯರ ನಿರ್ಧಾರಕ್ಕೆ ಆಯ್ಕೆ ಪ್ರಕ್ರಿಯೆ ನಡೆಸಿದೆ ಎಂದು ಅಸಮಾಧಾನ ವ್ಯಕ್ತಪಡಿಸಿದ ಪೀಠ, ಅಂತಿಮ ಹಂತದಲ್ಲಿ ಆಯ್ಕೆ ಪಟ್ಟಿಯನ್ನು ಬದಲಾಯಿಸಿದೆ ಏಷ್ಯನ್ ಗೇಮ್ಸ್‌ನಲ್ಲಿ ಭಾರತದ ಭಾಗವಹಿಸುವಿಕೆಗೆ ಧಕ್ಕೆಯಾಗಬಹುದು ಎಂಬ ಕಾರಣಕ್ಕೆ ಕ್ರೀಡಾಪಟುಗಳ ಆಯ್ಕೆ ಪಟ್ಟಿಯನ್ನು ರದ್ದುಗೊಳಿಸಲು ನಿರಾಕರಿಸಿದೆ. ಪ್ರಕರಣದ ಹಿನ್ನೆಲೆ: 2025ರ ಏಷ್ಯನ್ ಸರ್ಫಿಂಗ್ ಚಾಂಪಿಯನ್‌ಶಿಪ್‌ನಲ್ಲಿ ಭಾರತಕ್ಕೆ ಏಕೈಕ ಪದಕ (ಕಂಚು) ಗೆದ್ದುಕೊಟ್ಟಿದ್ದ 25 ವರ್ಷದ ಉದಯೋನ್ಮುಖಿ ಸರ್ಫರ್ ರಮೇಶ್ ಬುಡಿಹಾಳ್ ಅವರನ್ನು ಏಷ್ಯನ್ ಗೇಮ್ಸ್‌ನ ಮುಖ್ಯ ತಂಡದಿಂದ ಕೈಬಿಟ್ಟು ಕಾಯ್ದಿರಿಸಿದ (ರಿಸರ್ವ್) ಆಟಗಾರನನ್ನಾಗಿ ಆಯ್ಕೆ <box>1172 1236 1316 1678</box>
story5-headline-line1: ಏಷ್ಯನ್ ಗೇಮ್ಸ್ ಸರ್ಫಿಂಗ್ ಸ್ಪರ್ಧೆ ಆಯ್ಕೆಯಲ್ಲಿ ಅಕ್ರಮ <box>964 983 1380 1012</box>
story5-headline <box>866 983 1479 1040</box>
page-number: Page No 3 <box>1294 189 1385 208</box>
issue-date: ದಿನಾಂಕ : 04-09-2026 ಶುಕ್ರವಾರ Friday <box>698 189 947 206</box>
cm-meeting-photo-image <box>207 1015 363 1174</box>
column-rule <box>862 1015 863 1754</box>
byline: ದೂರ ದೃಷ್ಟಿ ವಾರ್ತಾ <box>207 1809 297 1825</box>
story6-body <box>207 1808 1479 2000</box>
story1-column-2 <box>368 310 581 626</box>
story1-text: ಭರ್ತಿ ಮಾಡಲು ಆಸಕ್ತಿಯುಳ್ಳ ವಿದ್ಯಾರ್ಥಿಗಳಿಂದ ಆನ್‌ಲೈನ್ ಮೂಲಕ ಅರ್ಜಿ ಆಹ್ವಾನಿಸಲಾಗಿದೆ ಎಂದು ಕಲಬುರಗಿ ಅಲ್ಪಸಂಖ್ಯಾತರ ಕಲ್ಯಾಣ ಇಲಾಖೆಯ ಜಿಲ್ಲಾ ಅಧಿಕಾರಿಗಳು ತಿಳಿಸಿದ್ದಾರೆ. ಆಸಕ್ತಿಯುಳ್ಳ ವಿದ್ಯಾರ್ಥಿಗಳು <box>368 311 527 438</box>
story4-column-2 <box>371 1179 530 1754</box>
column-rule <box>700 218 702 979</box>
byline: ದೂರ ದೃಷ್ಟಿ ವಾರ್ತಾ <box>207 659 296 675</box>
story4-headline: ಶಿಕ್ಷಕರ ದಿನ ಸೆ.5 ರಂದು ಪ್ರಜಾ ಸೇವಾ ಇಲಾಖೆ ಆರಂಭ: ಹುಬ್ಬಳ್ಳಿಯಲ್ಲಿ ಸಿಎಂ ಡಿಕೆ ಶಿವಕುಮಾರ್ <box>207 983 871 1009</box>
masthead-divider <box>1254 186 1256 211</box>
story5-column-2 <box>1027 1235 1166 1754</box>
high-court-photo-image <box>1027 1051 1316 1230</box>
story1-headline <box>207 218 696 278</box>
story4-text: ಎರಡು ಮೂರು ಜಿಲ್ಲೆಗಳ ಗೃಹ ಲಕ್ಷ್ಮಿ ಯೋಜನೆ ಫಲಾನುಭವಿಗಳ ಕಾರ್ಯಕ್ರಮ ಆಯೋಜನೆ ಮಾಡಲಾಗುವುದು" ಎಂದು. ಶಾಸಕರು ಎನ್.ಹೆಚ್. ಕೋನರಡ್ಡಿ ಮಾತನಾಡಿ, "ಹುಬ್ಬಳ್ಳಿ ಕೇಂದ್ರದಲ್ಲಿ ಗೃಹ ಲಕ್ಷ್ಮಿ ಯೋಜನೆ ಕಾರ್ಯಕ್ರಮವನ್ನು ಆಯೋಜನೆ ಮಾಡಬೇಕು. ನಮ್ಮಂತಹ ಕ್ಷೇತ್ರದಲ್ಲಿ ಪ್ರಜಾ ಸೇವಾ ಇಲಾಖೆಯನ್ನು ಆರಂಭಿಸಬೇಕು. ಭಾರತ್ ಜೋಡೋ ಕಾರ್ಯಕ್ರಮಕ್ಕೆ ಅಭೂತಪೂರ್ವ ಯಶಸ್ಸು ದೊರೆಯುತ್ತಿದೆ. ಬರ ಪೀಡಿತ ತಾಲೂಕು ಘೋಷಣೆ ಮಾಡಬೇಕು" ಎಂದು ತಿಳಿಸಿದರು. ಸಭೆಯಲ್ಲಿ ಶಾಸಕರು ಎನ್.ಹೆಚ್. ಏನ್ನಾನ್ವನವರ, ಹುಬ್ಬಳ್ಳಿ ಧಾರವಾಡ ಸೆಂಟ್ರಲ್ ಶಾಸಕ ಮಹೇಶ್ ಟೆಂಗಿನಕಾಯಿ, ಶಾಸಕ ಹೆಚ್.ಕೆ. ಪಾಟೀಲ್, ಶಾಸಕ ಎನ್.ಎಚ್. ಕೋನರಡ್ಡಿ, ಹಾವೇರಿ ಜಿಲ್ಲಾಧಿಕಾರಿ ವಿಜಯ ಮಹಾಂತೇಶ, ಧಾರವಾಡ ಜಿಲ್ಲಾ ಪಂಚಾಯತ್ ಸಿಇಒ ಭುವನೇಶ ಪಾಟೀಲ, ಹಾವೇರಿ ಜಿಲ್ಲಾ ಪಂಚಾಯತ್ ಸಿಇಒ ರುಚಿ ಬಿಂದಲ್, ಹುಬ್ಬಳ್ಳಿ ಧಾರವಾಡ ಮಹಾನಗರ ಪಾಲಿಕೆ ಆಯುಕ್ತ ಹಾಗೂ ಅಧಿಕಾರಿಗಳು ಉಪಸ್ಥಿತರಿದ್ದರು. <box>699 1017 858 1533</box>
byline: ದೂರ ದೃಷ್ಟಿ ವಾರ್ತಾ <box>207 1181 295 1197</box>
masthead-divider <box>665 186 667 211</box>
story5-headline-line2: ಆರೋಪ: ತನಿಖಾ ಆಯೋಗ ರಚಿಸಿದ ಹೈಕೋರ್ಟ್ <box>978 1011 1367 1040</box>
story1-text: ವೆಬ್‌ಸೈಟ್‌ನಲ್ಲಿ ಆನ್‌ಲೈನ್ ಮೂಲಕ 2026ರ ಸೆಪ್ಟೆಂಬರ್ 30 ರೊಳಗಾಗಿ ಅರ್ಜಿ ಸಲ್ಲಿಸಬೇಕು. ಹೆಚ್ಚಿನ ಮಾಹಿತಿಗಾಗಿ <box>368 459 527 531</box>
masthead <box>207 184 1479 213</box>
story2-text: ಕಲಬುರಗಿ,ಸೆ.03. –2026–27ನೇ ಸಾಲಿನಲ್ಲಿ ಕರ್ನಾಟಕ ಅಲ್ಪಸಂಖ್ಯಾತರ ಅಭಿವೃದ್ಧಿ ನಿಗಮ ವತಿಯಿಂದ ಮತೀಯ ಅಲ್ಪಸಂಖ್ಯಾತರ ವರ್ಗಕ್ಕೆ ಸೇರಿದ ಮುಸ್ಲಿಂ, ಜೈನ್, ಸಿಖ್ಖರು, ಬೌದ್ಧರು, ಪಾರ್ಸಿ ಮತ್ತು ಆಂಗ್ಲೋ ಇಂಡಿಯನ್ ಜನಾಂಗಕ್ಕೆ (ಕ್ರಿಶ್ಚಿಯನ್ ಸಮುದಾಯ ಹೊರತುಪಡಿಸಿ) ಸೇರಿದ ಸಿ.ಇ.ಟಿ./ಡಿ-ಸಿಇಟಿ/ಪಿಜಿ-ಸಿಇಟಿ/ನೀಟ್ ಮೂಲಕ ವಿವಿಧ ಪದವಿ ಮತ್ತು ಸ್ನಾತಕೋತ್ತರ ಕೋರ್ಸ್‌ಗಳಲ್ಲಿ ಆಯ್ಕೆಯಾಗಿರುವ ಅಲ್ಪಸಂಖ್ಯಾತರ ವಿದ್ಯಾರ್ಥಿಗಳಿಗೆ ಅರಿವು (ರಿನ್ಯೂವಲ್) ಸಾಲ ಯೋಜನೆಯ ಸೌಲಭ್ಯ ಪಡೆಯಲು ಅರ್ಹ ವಿದ್ಯಾರ್ಥಿಗಳಿಂದ ಆನ್‌ಲೈನ್ ಮೂಲಕ ಅರ್ಜಿಗಳನ್ನು ಆಹ್ವಾನಿಸಲಾಗಿದೆ ಎಂದು ಕರ್ನಾಟಕ ಅಲ್ಪಸಂಖ್ಯಾತರ ಅಭಿವೃದ್ಧಿ ನಿಗಮದ ಕಲಬುರಗಿ ಜಿಲ್ಲಾ ವ್ಯವಸ್ಥಾಪಕರು ತಿಳಿಸಿದ್ದಾರೆ. ಅರ್ಜಿಗಳನ್ನು ಸಲ್ಲಿಸುವಾಗ ನಿಗಮದಿಂದ ಈ ಹಿಂದಿನ ವರ್ಷದಲ್ಲಿ ಪಡೆದಿರುವ ಸಾಲದ ಮೊತ್ತದ ಶೇ.12 ರಷ್ಟನ್ನು ನಿಗಮದ ಜಿಲ್ಲಾ ಕಛೇರಿಗೆ ಆನ್‌ಲೈನ್ ಮೂಲಕ ಪಾವತಿಸಬೇಕು. ಈ ಹಿಂದೆ ಕರ್ನಾಟಕ ಪರೀಕ್ಷಾ ಪ್ರಾಧಿಕಾರದಿಂದ ಆಯ್ಕೆಯಾಗಿದ್ದು, ಬೇರೆ ಬೇರೆ ವರ್ಷಗಳಲ್ಲಿ ವಿದ್ಯಾಭ್ಯಾಸ ಮಾಡುತ್ತಿರುವ ಅಲ್ಪಸಂಖ್ಯಾತರ ವಿದ್ಯಾರ್ಥಿಗಳು ಅರಿವು ವಿದ್ಯಾಭ್ಯಾಸ ಸಾಲ ಪಡೆಯುತ್ತಿದ್ದಲ್ಲಿ ಅಂತಹ ವಿದ್ಯಾರ್ಥಿಗಳು ಸಹ ನಿಗಮದ <box>207 659 696 842</box>
section-rule <box>207 979 1479 981</box>
story4-column-3 <box>535 1015 694 1754</box>
story3-column-2 <box>867 437 1011 976</box>
story3-text: ಕಲಬುರಗಿ,ಸೆ.03 ಜೀತ ಪದ್ಧತಿ ನಿರ್ಮೂಲನೆ ಕಾಯ್ದೆ 1976ರಲ್ಲಿ ಜಾರಿಗೆ ಬಂದು ಅರ್ಧ ಶತಮಾನವೇ ಕಳೆದರೂ, ಸಮಾಜದಲ್ಲಿ ಈ ಪಿಡುಗು ಇಂದಿಗೂ ಸಂಪೂರ್ಣವಾಗಿ ತೊಲಗಿಲ್ಲ. ಸಂವಿಧಾನ ನೀಡಿರುವ ಜೀವಿಸುವ ಹಕ್ಕನ್ನು ಪ್ರತಿಯೊಬ್ಬರಿಗೂ ಕಲ್ಪಿಸುವುದು ಸರ್ಕಾರದ ಆದ್ಯತೆಯಾಗಿದ್ದು, ಜೀತ ದಾಳಗಳ ಗುರುತಿಸುವಿಕೆ, ವಿಮುಕ್ತಿ ಹಾಗೂ ಪುನರ್ವಸತಿ ಯಾಗಬೇಕಿದೆ ಎಂದು ಹಿರಿಯ ಸಿವಿಲ್ ನ್ಯಾಯಾಧೀಶ, ಹಾಗೂ ಜಿಲ್ಲಾ ಕಾನೂನು ಸೇವೆಗಳ ಪ್ರಾಧಿಕಾರದ ಸದಸ್ಯ ಕಾರ್ಯದರ್ಶಿ ಶ್ರೀನಿವಾಸ ನವಲೆ ಹೇಳಿದರು. ಗುರುವಾರ ನಗರದ ಜಿಲ್ಲಾ ಪಂಚಾಯತ್ ಹೊಸ ಸಭಾಂಗಣದಲ್ಲಿ ಜಿಲ್ಲಾಡಳಿತ, ಜಿಲ್ಲಾ ಪಂಚಾಯತಿ, ಜಿಲ್ಲಾ ಕಾನೂನು ಸೇವೆಗಳ ಪ್ರಾಧಿಕಾರ, ಮಹಿಳಾ ಮತ್ತು ಮಕ್ಕಳ ಅಭಿವೃದ್ಧಿ ಇಲಾಖೆ, ಪೊಲೀಸ್ ಇಲಾಖೆ, ಕಾರ್ಮಿಕ ಇಲಾಖೆ ಮತ್ತು ಜಿಲ್ಲಾ ಮಕ್ಕಳ ರಕ್ಷಣಾ ಘಟಕ ಇವರ <box>703 300 862 724</box>
story1-text: ಕಲಬುರಗಿ,ಸೆ.3 –2026–27ನೇ ಸಾಲಿನ ಶೈಕ್ಷಣಿಕ ವರ್ಷದಲ್ಲಿ ಅಲ್ಪಸಂಖ್ಯಾತರ ಕಲ್ಯಾಣ ಇಲಾಖೆಯ ವತಿಯಿಂದ ಕಾರ್ಯನಿರ್ವಹಿಸುತ್ತಿರುವ ಕಲಬುರಗಿ ಜಿಲ್ಲೆಯಲ್ಲಿನ ಅಲ್ಪಸಂಖ್ಯಾತರ ಮೆಟ್ರಿಕ್ ನಂತರದ ಬಾಲಕ/ಬಾಲಕಿಯರ ವಸತಿ ನಿಲಯಗಳಲ್ಲಿ (ವೃತ್ತಿಪರ ಪದವಿ ಹಾಗೂ ಸ್ನಾತಕೋತ್ತರ ಪದವಿ ಕೋರ್ಸಿನ ವಿದ್ಯಾರ್ಥಿಗಳಿಗೆ ಮಾತ್ರ) ಖಾಲಿ ಇರುವ ಸ್ಥಾನಗಳನ್ನು <box>207 330 360 549</box>
